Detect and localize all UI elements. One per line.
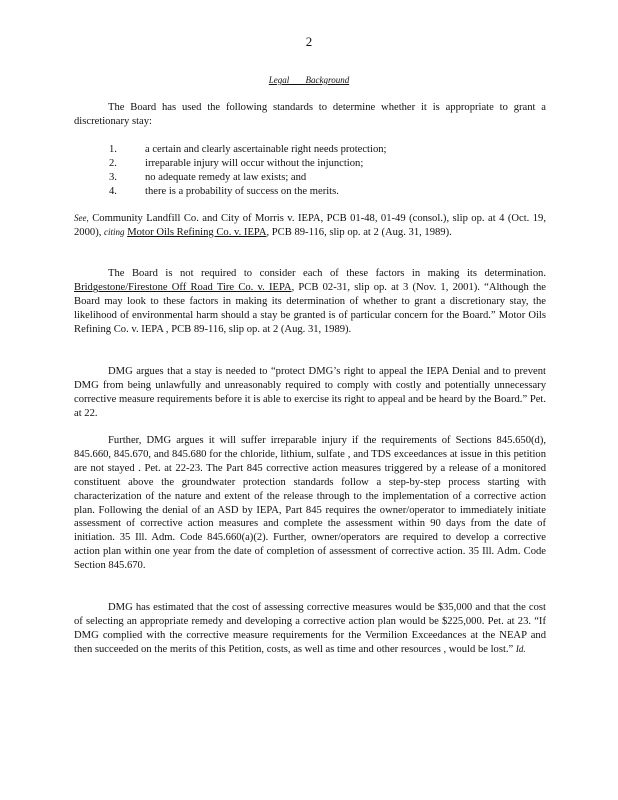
- case-name: Bridgestone/Firestone Off Road Tire Co. v. IEPA: [74, 281, 292, 293]
- stay-criteria-list: [109, 143, 386, 199]
- further-paragraph: Further, DMG argues it will suffer irreparable injury if the requirements of Sections 845.650(d), 845.660, 845.670, and 845.680 for the chloride, lithium, sulfate , and TDS exceedances at issue in this petition are not stayed . Pet. at 22-23. The Part 845 corrective action measures triggered by a release of a monitored constituent above the groundwater protection standards follow a step-by-step process starting with characterization of the nature and extent of the release through to the implementation of a corrective action plan. Following the denial of an ASD by IEPA, Part 845 requires the owner/operator to immediately initiate assessment of corrective action measures and complete the assessment within 90 days from the date of initiation. 35 Ill. Adm. Code 845.660(a)(2). Further, owner/operators are required to develop a corrective action plan within one year from the date of completion of assessment of corrective action. 35 Ill. Adm. Code Section 845.670.: [74, 435, 546, 572]
- see-signal: See,: [74, 213, 89, 223]
- list-item: 2. irreparable injury will occur without the injunction;: [109, 158, 364, 169]
- intro-paragraph: [74, 101, 546, 129]
- citation-paragraph: See, Community Landfill Co. and City of Morris v. IEPA, PCB 01-48, 01-49 (consol.), slip op. at 4 (Oct. 19, 2000), citing Motor Oils Refining Co. v. IEPA, PCB 89-116, slip op. at 2 (Aug. 31, 1989).: [74, 213, 546, 238]
- board-standard-paragraph: The Board is not required to consider each of these factors in making its determination. Bridgestone/Firestone Off Road Tire Co. v. IEPA, PCB 02-31, slip op. at 3 (Nov. 1, 2001). “Although the Board may look to these factors in making its determination of whether to grant a discretionary stay, the likelihood of environmental harm should a stay be granted is of particular concern for the Board.” Motor Oils Refining Co. v. IEPA , PCB 89-116, slip op. at 2 (Aug. 31, 1989).: [74, 268, 546, 335]
- dmg-argues-paragraph: DMG argues that a stay is needed to “protect DMG’s right to appeal the IEPA Denial and to prevent DMG from being unlawfully and unreasonably required to comply with costly and potentially unnecessary corrective measure requirements before it is able to exercise its right to appeal and be heard by the Board.” Pet. at 22.: [74, 366, 546, 419]
- cost-estimate-paragraph: DMG has estimated that the cost of assessing corrective measures would be $35,000 and that the cost of selecting an appropriate remedy and developing a corrective action plan would be $225,000. Pet. at 23. “If DMG complied with the corrective measure requirements for the Vermilion Exceedances at the NEAP and then succeeded on the merits of this Petition, costs, as well as time and other resources , would be lost.” Id.: [74, 602, 546, 655]
- citing-signal: citing: [104, 226, 125, 237]
- id-signal: Id.: [515, 643, 526, 654]
- list-item: 4. there is a probability of success on the merits.: [109, 186, 339, 197]
- intro-text: The Board has used the following standards to determine whether it is appropriate to grant a discretionary stay:: [74, 102, 546, 127]
- case-name: Community Landfill Co. and City of Morris v. IEPA: [92, 213, 321, 224]
- list-item: 1. a certain and clearly ascertainable right needs protection;: [109, 144, 387, 155]
- case-name: Motor Oils Refining Co. v. IEPA: [127, 226, 267, 238]
- page-number: 2: [305, 34, 313, 49]
- section-heading: Legal Background: [268, 75, 350, 85]
- list-item: 3. no adequate remedy at law exists; and: [109, 172, 307, 183]
